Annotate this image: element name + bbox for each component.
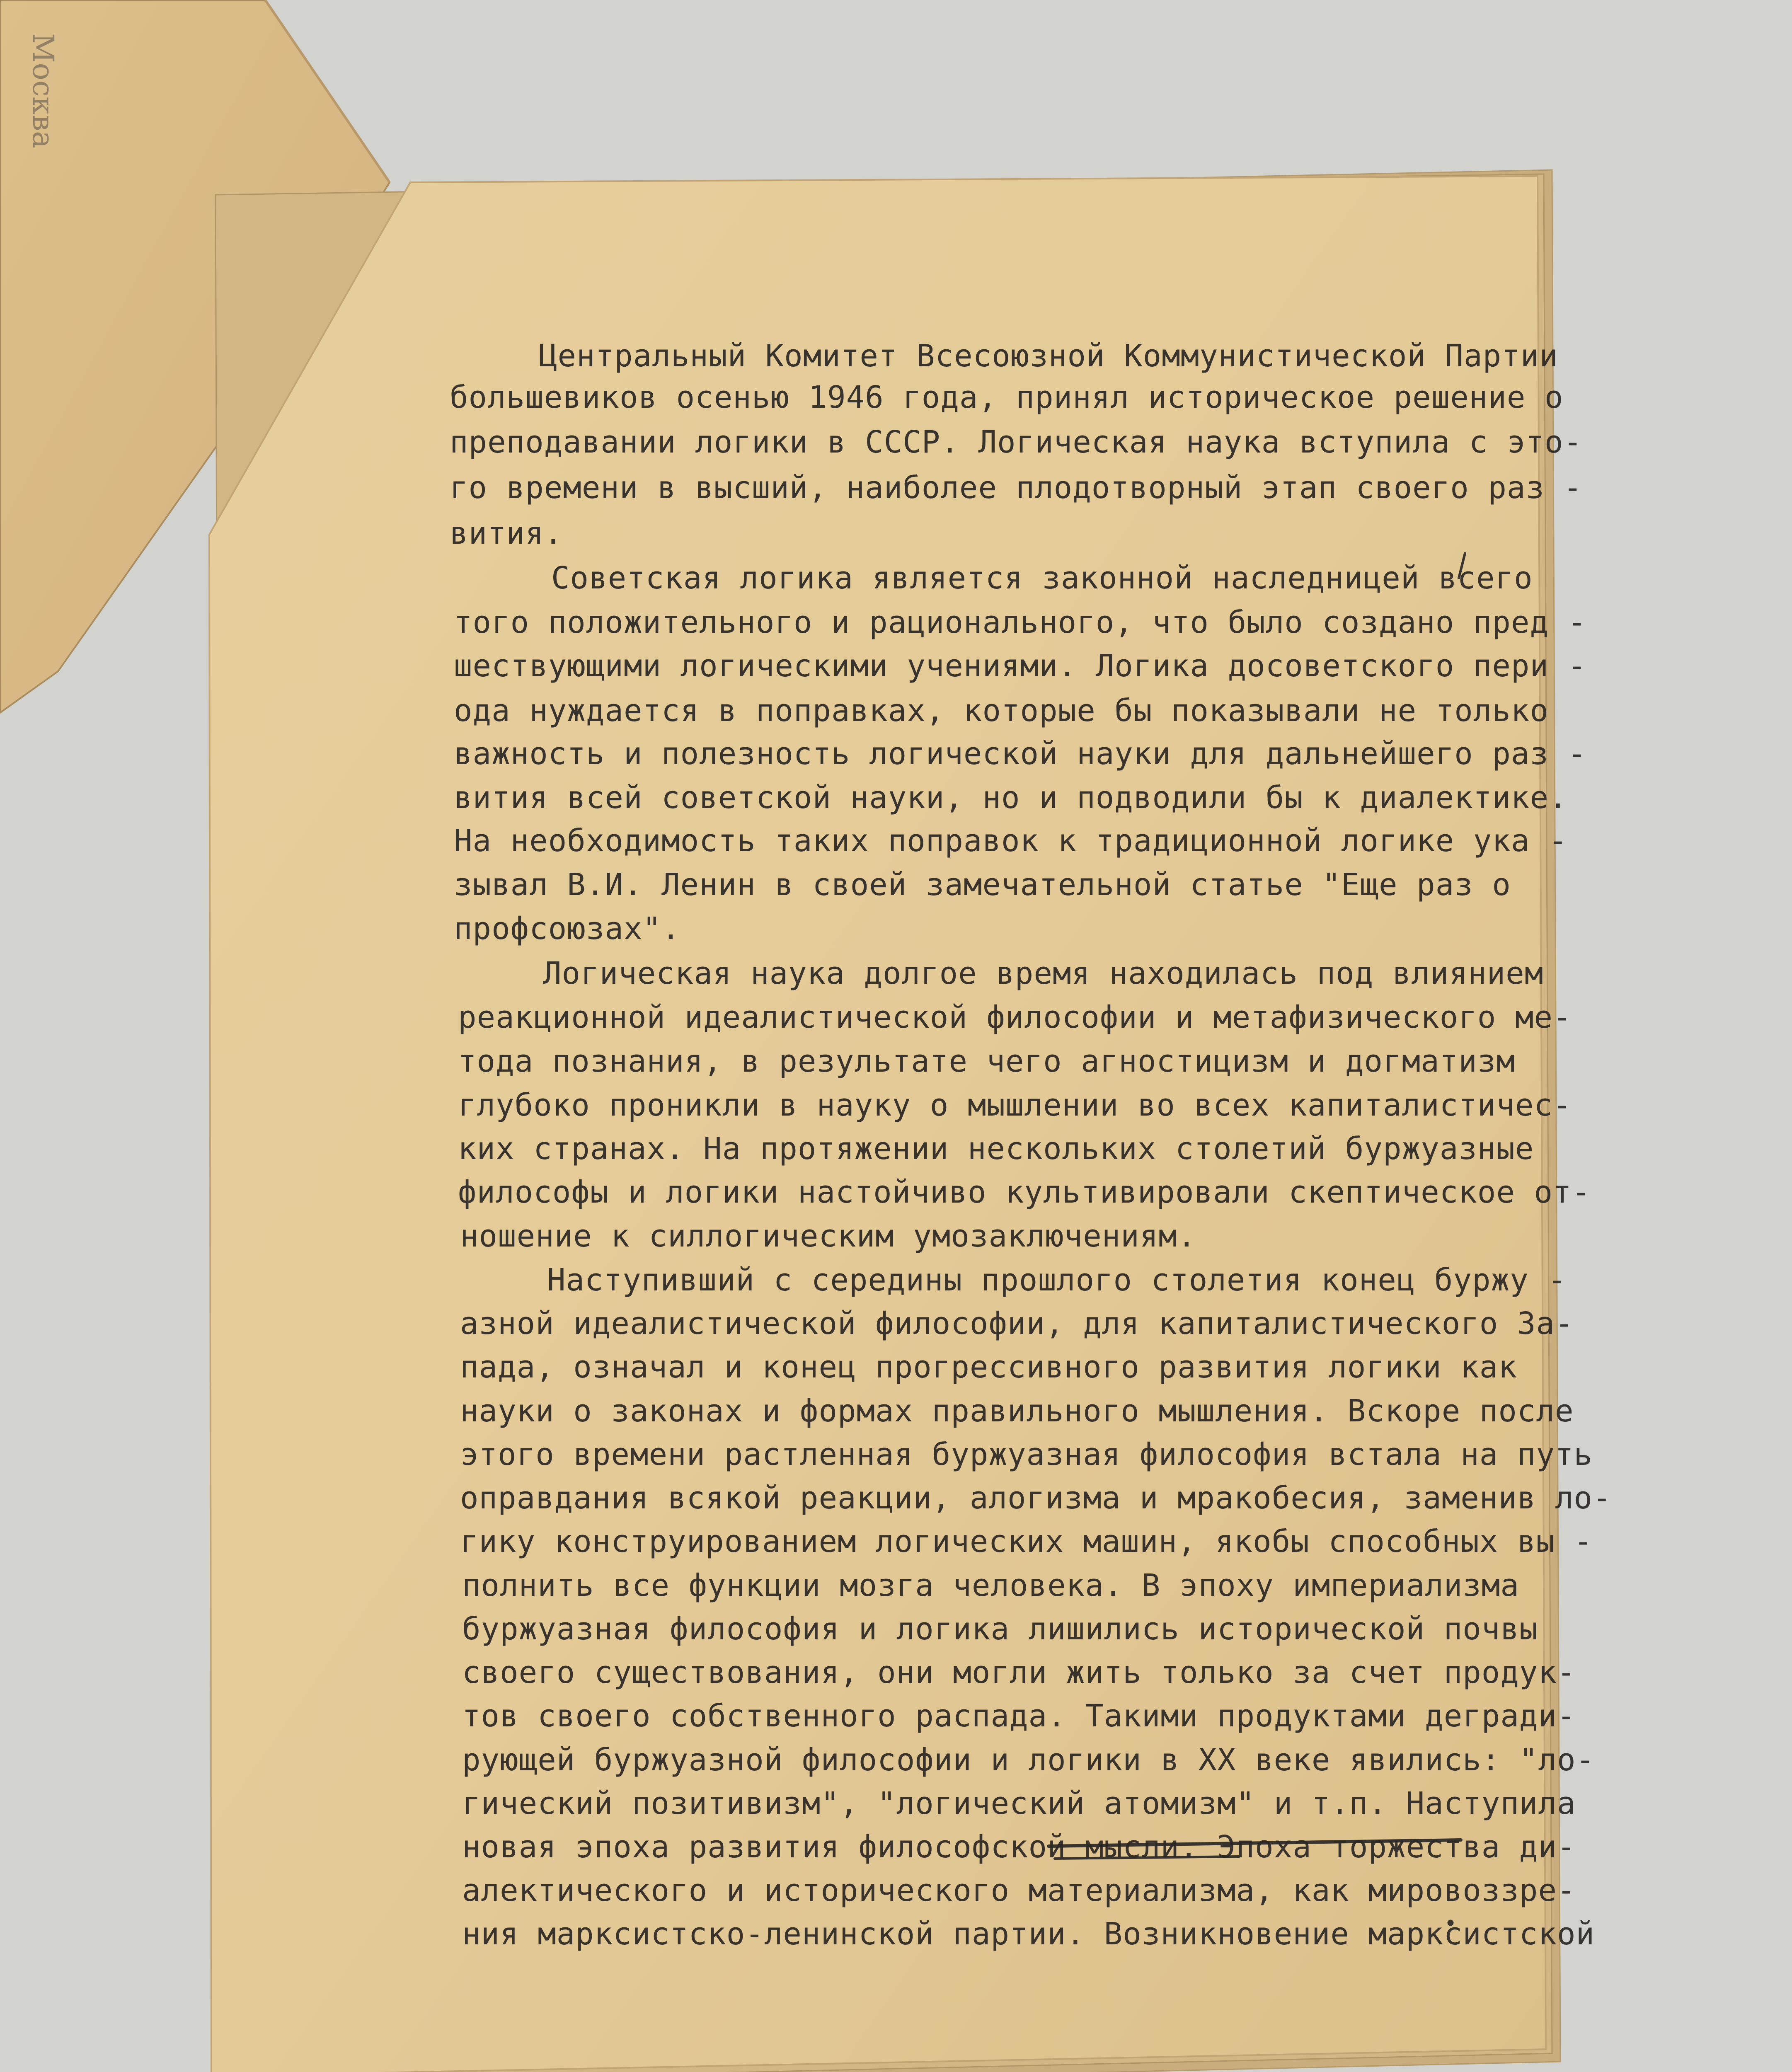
text-line: го времени в высший, наиболее плодотворный этап своего раз - (450, 470, 1583, 506)
text-line: Наступивший с середины прошлого столетия конец буржу - (547, 1262, 1567, 1298)
text-line: рующей буржуазной философии и логики в XX веке явились: "ло- (462, 1742, 1595, 1778)
text-line: Логическая наука долгое время находилась под влиянием (543, 956, 1544, 991)
text-line: ких странах. На протяжении нескольких столетий буржуазные (458, 1131, 1534, 1167)
text-line: Центральный Комитет Всесоюзной Коммунистической Партии (539, 338, 1558, 374)
text-line: пада, означал и конец прогрессивного развития логики как (460, 1349, 1517, 1385)
text-line: оправдания всякой реакции, алогизма и мракобесия, заменив ло- (460, 1480, 1612, 1516)
text-line: буржуазная философия и логика лишились исторической почвы (462, 1611, 1538, 1647)
text-line: ношение к силлогическим умозаключениям. (460, 1218, 1196, 1254)
text-line: новая эпоха развития философской мысли. Эпоха торжества ди- (462, 1829, 1576, 1865)
text-line: того положительного и рационального, что было создано пред - (454, 605, 1587, 640)
text-line: ния марксистско-ленинской партии. Возникновение марксистской (462, 1916, 1595, 1952)
text-line: вития всей советской науки, но и подводили бы к диалектике. (454, 780, 1568, 816)
text-line: преподавании логики в СССР. Логическая наука вступила с это- (450, 424, 1583, 460)
text-line: зывал В.И. Ленин в своей замечательной статье "Еще раз о (454, 867, 1511, 903)
text-line: этого времени растленная буржуазная философия встала на путь (460, 1437, 1593, 1472)
text-line: ода нуждается в поправках, которые бы показывали не только (454, 693, 1549, 729)
text-line: науки о законах и формах правильного мышления. Вскоре после (460, 1393, 1574, 1429)
text-line: важность и полезность логической науки для дальнейшего раз - (454, 736, 1587, 772)
text-line: На необходимость таких поправок к традиционной логике ука - (454, 823, 1568, 859)
text-line: реакционной идеалистической философии и метафизического ме- (458, 1000, 1572, 1035)
text-line: Советская логика является законной наследницей всего (551, 560, 1533, 596)
text-line: алектического и исторического материализма, как мировоззре- (462, 1873, 1576, 1908)
stamp-mark: Москва (26, 33, 60, 148)
text-line: вития. (450, 516, 563, 551)
text-line: гику конструированием логических машин, якобы способных вы - (460, 1524, 1593, 1559)
text-line: философы и логики настойчиво культивировали скептическое от- (458, 1174, 1591, 1210)
text-line: своего существования, они могли жить только за счет продук- (462, 1655, 1576, 1690)
text-line: глубоко проникли в науку о мышлении во всех капиталистичес- (458, 1087, 1572, 1123)
text-line: профсоюзах". (454, 911, 680, 946)
text-line: тов своего собственного распада. Такими продуктами дегради- (462, 1698, 1576, 1734)
text-line: гический позитивизм", "логический атомизм" и т.п. Наступила (462, 1786, 1576, 1821)
text-line: большевиков осенью 1946 года, принял историческое решение о (450, 380, 1564, 415)
text-line: азной идеалистической философии, для капиталистического За- (460, 1306, 1574, 1341)
text-line: полнить все функции мозга человека. В эпоху империализма (462, 1568, 1519, 1603)
text-line: тода познания, в результате чего агностицизм и догматизм (458, 1043, 1515, 1079)
text-line: шествующими логическими учениями. Логика досоветского пери - (454, 648, 1587, 684)
